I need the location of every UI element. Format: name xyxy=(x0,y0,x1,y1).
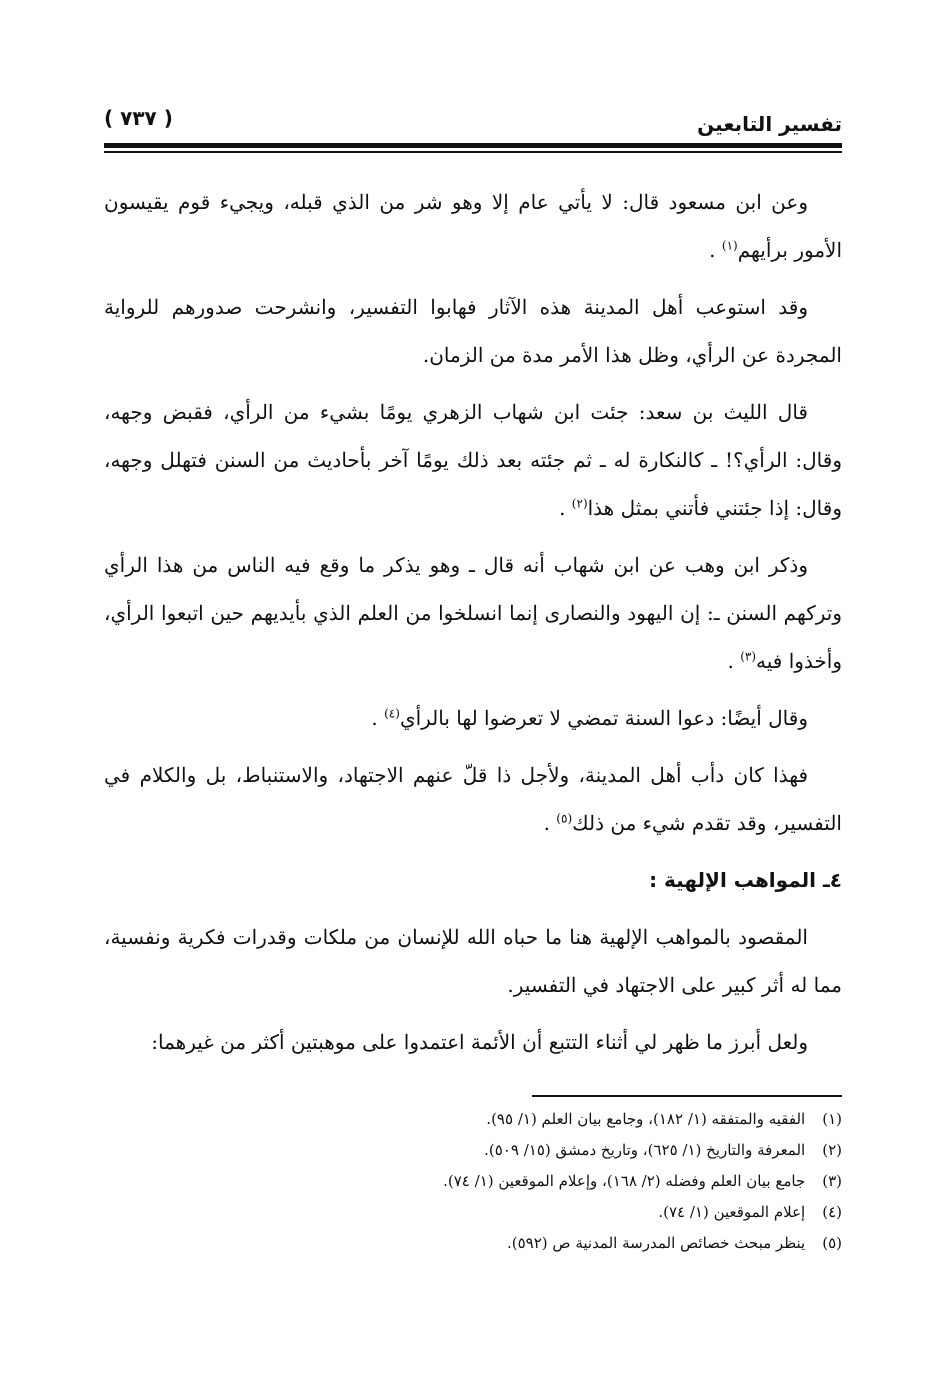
paragraph-text: فهذا كان دأب أهل المدينة، ولأجل ذا قلّ عنهم الاجتهاد، والاستنباط، بل والكلام في التفسير، وقد تقدم شيء من ذلك xyxy=(104,763,842,835)
running-title: تفسير التابعين xyxy=(697,112,842,136)
paragraph xyxy=(104,694,842,742)
footnote-text: إعلام الموقعين (١/ ٧٤). xyxy=(658,1203,806,1221)
section-heading: ٤ـ المواهب الإلهية : xyxy=(649,868,842,892)
paragraph xyxy=(104,388,842,532)
footnote-item xyxy=(104,1135,842,1166)
paragraph-text: قال الليث بن سعد: جئت ابن شهاب الزهري يومًا بشيء من الرأي، فقبض وجهه، وقال: الرأي؟! ـ كالنكارة له ـ ثم جئته بعد ذلك يومًا آخر بأحاديث من السنن فتهلل وجهه، وقال: إذا جئتني فأتني بمثل هذا xyxy=(104,400,842,520)
footnote-item xyxy=(104,1228,842,1259)
paragraph-text: وقد استوعب أهل المدينة هذه الآثار فهابوا التفسير، وانشرحت صدورهم للرواية المجردة عن الرأي، وظل هذا الأمر مدة من الزمان. xyxy=(104,295,842,367)
paragraph-text: وقال أيضًا: دعوا السنة تمضي لا تعرضوا لها بالرأي xyxy=(399,706,808,730)
footnote-text: ينظر مبحث خصائص المدرسة المدنية ص (٥٩٢). xyxy=(507,1234,806,1252)
footnote-item xyxy=(104,1166,842,1197)
paragraph xyxy=(104,751,842,847)
footnote-reference: (٥) xyxy=(556,811,573,826)
paragraph xyxy=(104,283,842,379)
paragraph-end: . xyxy=(559,496,572,520)
paragraph xyxy=(104,541,842,685)
paragraph-end: . xyxy=(709,238,722,262)
footnote-item xyxy=(104,1197,842,1228)
paragraph-end: . xyxy=(727,649,741,673)
footnote-reference: (٤) xyxy=(384,706,400,721)
footnote-text: جامع بيان العلم وفضله (٢/ ١٦٨)، وإعلام الموقعين (١/ ٧٤). xyxy=(443,1172,806,1190)
paragraph-text: وعن ابن مسعود قال: لا يأتي عام إلا وهو شر من الذي قبله، ويجيء قوم يقيسون الأمور برأيهم xyxy=(104,190,842,262)
paragraph xyxy=(104,913,842,1009)
header-rule-thick xyxy=(104,143,842,148)
page-number: ( ٧٣٧ ) xyxy=(104,106,173,130)
footnote-reference: (٣) xyxy=(740,649,757,664)
page-header xyxy=(104,104,842,140)
main-text xyxy=(104,178,842,1075)
footnote-text: الفقيه والمتفقه (١/ ١٨٢)، وجامع بيان العلم (١/ ٩٥). xyxy=(486,1110,806,1128)
paragraph-text: المقصود بالمواهب الإلهية هنا ما حباه الله للإنسان من ملكات وقدرات فكرية ونفسية، مما له أثر كبير على الاجتهاد في التفسير. xyxy=(104,925,842,997)
footnote-item xyxy=(104,1104,842,1135)
footnote-number: (٢) xyxy=(822,1141,842,1159)
footnote-reference: (١) xyxy=(721,238,738,253)
paragraph-text: ولعل أبرز ما ظهر لي أثناء التتبع أن الأئمة اعتمدوا على موهبتين أكثر من غيرهما: xyxy=(151,1030,808,1054)
footnote-reference: (٢) xyxy=(571,496,588,511)
header-rule-thin xyxy=(104,151,842,153)
footnote-separator xyxy=(532,1095,842,1097)
paragraph-text: وذكر ابن وهب عن ابن شهاب أنه قال ـ وهو يذكر ما وقع فيه الناس من هذا الرأي وتركهم السنن ـ: إن اليهود والنصارى إنما انسلخوا من العلم الذي بأيديهم حين اتبعوا الرأي، وأخذوا فيه xyxy=(104,553,842,673)
footnote-number: (٤) xyxy=(822,1203,842,1221)
paragraph xyxy=(104,1018,842,1066)
paragraph xyxy=(104,178,842,274)
paragraph-end: . xyxy=(543,811,557,835)
footnote-number: (٣) xyxy=(822,1172,842,1190)
footnote-text: المعرفة والتاريخ (١/ ٦٢٥)، وتاريخ دمشق (١٥/ ٥٠٩). xyxy=(484,1141,806,1159)
footnote-number: (٥) xyxy=(822,1234,842,1252)
footnote-number: (١) xyxy=(822,1110,842,1128)
paragraph-end: . xyxy=(371,706,385,730)
footnotes xyxy=(104,1104,842,1259)
